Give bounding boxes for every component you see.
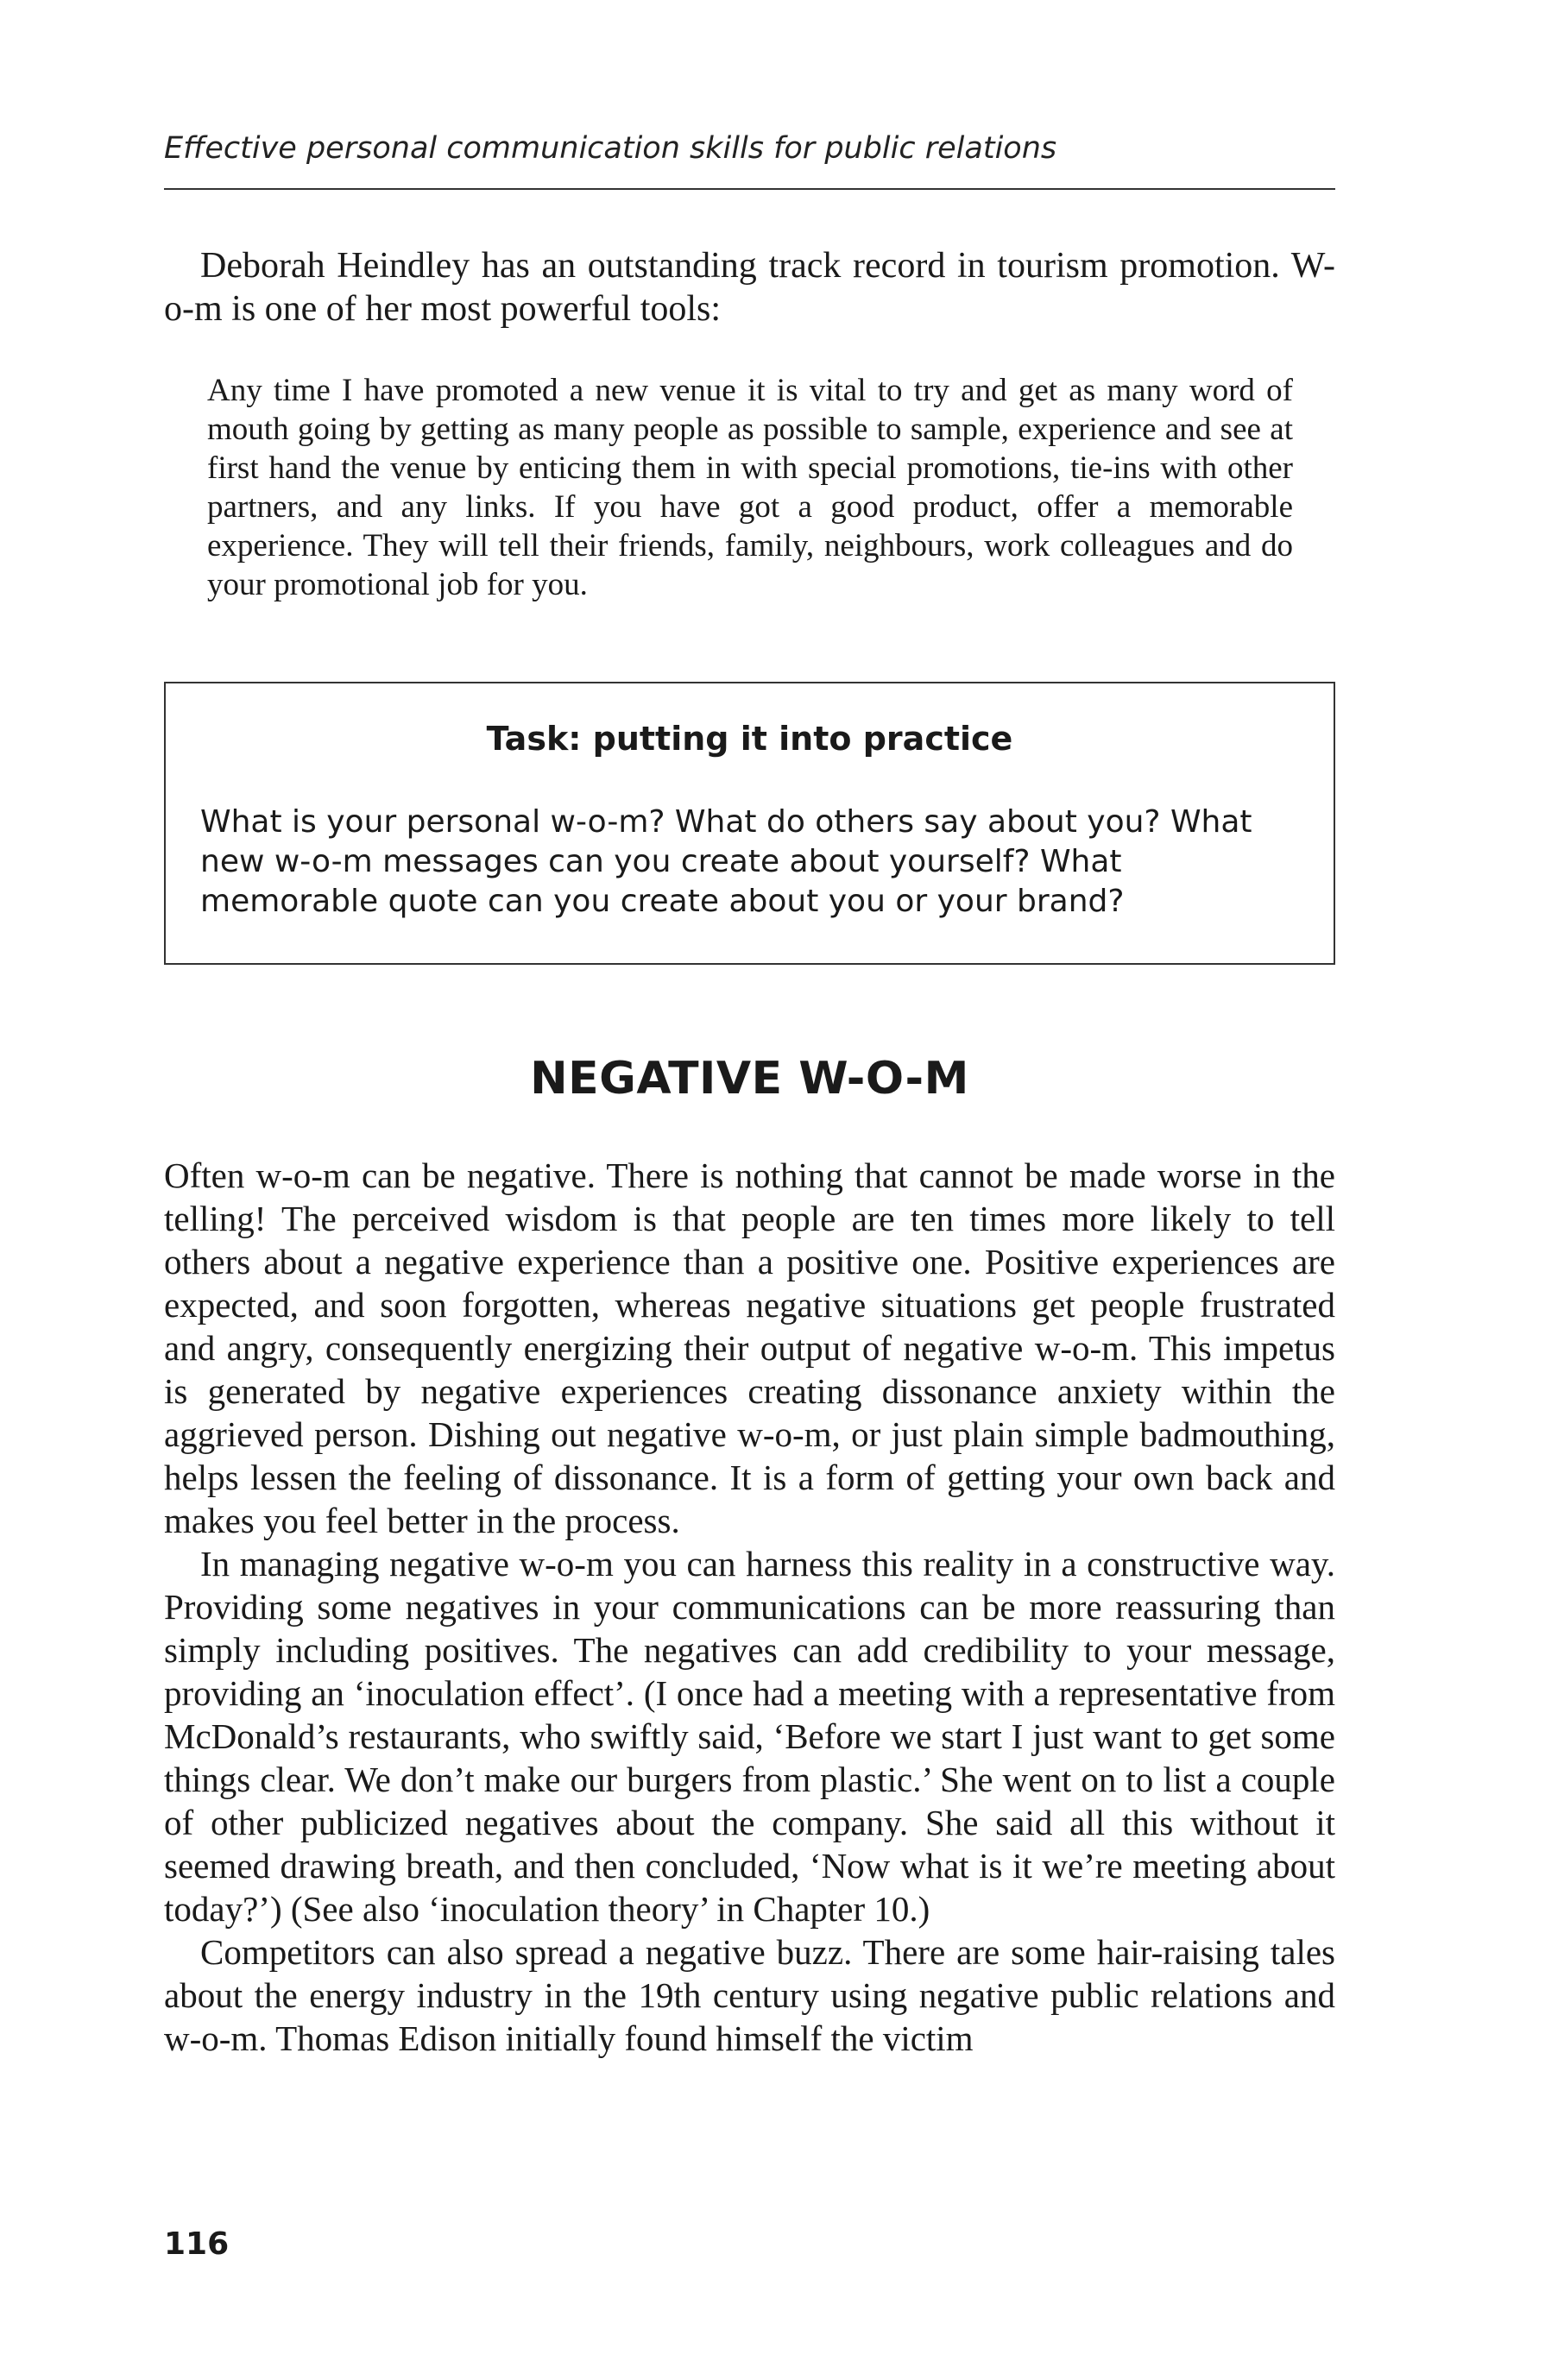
body-paragraph: In managing negative w-o-m you can harness this reality in a constructive way. Providing some negatives in your communications can be more reassuring than simply including positives. The negatives can add credibility to your message, providing an ‘inoculation effect’. (I once had a meeting with a representative from McDonald’s restaurants, who swiftly said, ‘Before we start I just want to get some things clear. We don’t make our burgers from plastic.’ She went on to list a couple of other publicized negatives about the company. She said all this without it seemed drawing breath, and then concluded, ‘Now what is it we’re meeting about today?’) (See also ‘inoculation theory’ in Chapter 10.)	[164, 1544, 1335, 1929]
body-paragraph: Often w-o-m can be negative. There is nothing that cannot be made worse in the telling! The perceived wisdom is that people are ten times more likely to tell others about a negative experience than a positive one. Positive experiences are expected, and soon forgotten, whereas negative situations get people frustrated and angry, consequently energizing their output of negative w-o-m. This impetus is generated by negative experiences creating dissonance anxiety within the aggrieved person. Dishing out negative w-o-m, or just plain simple badmouthing, helps lessen the feeling of dissonance. It is a form of getting your own back and makes you feel better in the process.	[164, 1155, 1335, 1540]
section-body	[164, 1154, 1335, 2060]
section-heading: NEGATIVE W-O-M	[530, 1053, 969, 1105]
header-rule	[164, 188, 1335, 190]
page-number: 116	[164, 2226, 230, 2262]
task-body: What is your personal w-o-m? What do others say about you? What new w-o-m messages can you create about yourself? What memorable quote can you create about you or your brand?	[200, 804, 1252, 919]
book-page	[164, 0, 1335, 2380]
task-box	[164, 682, 1335, 965]
body-paragraph: Competitors can also spread a negative buzz. There are some hair-raising tales about the energy industry in the 19th century using negative public relations and w-o-m. Thomas Edison initially found himself the victim	[164, 1932, 1335, 2058]
block-quote: Any time I have promoted a new venue it is vital to try and get as many word of mouth going by getting as many people as possible to sample, experience and see at first hand the venue by enticing them in with special promotions, tie-ins with other partners, and any links. If you have got a good product, offer a memorable experience. They will tell their friends, family, neighbours, work colleagues and do your promotional job for you.	[207, 373, 1293, 602]
intro-paragraph: Deborah Heindley has an outstanding track record in tourism promotion. W-o-m is one of her most powerful tools:	[164, 246, 1335, 329]
running-header: Effective personal communication skills for public relations	[164, 131, 1057, 166]
task-title: Task: putting it into practice	[486, 720, 1013, 758]
